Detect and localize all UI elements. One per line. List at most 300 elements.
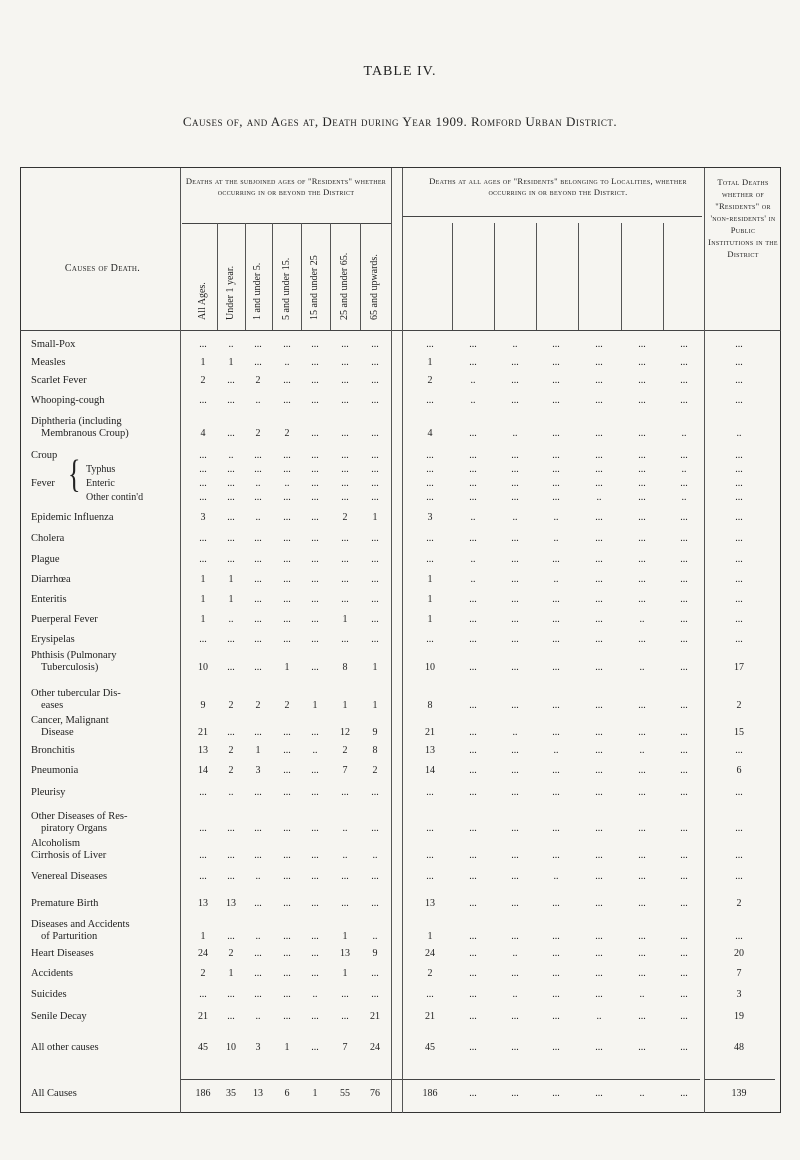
- row-label-line: of Parturition: [41, 931, 98, 942]
- row-label-line: Suicides: [31, 989, 67, 1000]
- row-label: [31, 787, 65, 799]
- table-cell: 21: [425, 1011, 435, 1022]
- row-label: [86, 492, 143, 504]
- table-cell: ...: [227, 871, 235, 882]
- table-cell: 35: [226, 1088, 236, 1099]
- column-divider: [245, 223, 246, 330]
- table-cell: ...: [311, 375, 319, 386]
- row-label: [31, 1042, 99, 1054]
- table-cell: ...: [341, 428, 349, 439]
- column-divider: [301, 223, 302, 330]
- table-cell: ...: [680, 1042, 688, 1053]
- table-cell: ...: [680, 871, 688, 882]
- table-cell: ...: [199, 533, 207, 544]
- table-cell: ...: [311, 533, 319, 544]
- table-cell: ..: [681, 428, 687, 439]
- row-label-line: eases: [41, 700, 64, 711]
- table-cell: ...: [341, 787, 349, 798]
- table-cell: ...: [511, 533, 519, 544]
- table-cell: ...: [680, 989, 688, 1000]
- row-label-line: Plague: [31, 554, 60, 565]
- row-label-line: Diarrhœa: [31, 574, 71, 585]
- table-cell: ...: [311, 1011, 319, 1022]
- table-cell: ...: [283, 450, 291, 461]
- table-cell: ...: [680, 533, 688, 544]
- row-label-line: Enteritis: [31, 594, 67, 605]
- table-cell: ...: [426, 339, 434, 350]
- table-cell: ...: [283, 850, 291, 861]
- table-cell: 3: [200, 512, 206, 523]
- table-cell: ...: [254, 968, 262, 979]
- table-cell: ...: [283, 594, 291, 605]
- table-cell: ...: [638, 700, 646, 711]
- table-cell: 1: [284, 1042, 290, 1053]
- table-cell: ...: [283, 898, 291, 909]
- table-cell: ...: [735, 745, 743, 756]
- header-total: Total Deaths whether of "Residents" or 'non-residents' in Public Institutions in the District: [708, 177, 778, 259]
- table-cell: ...: [511, 931, 519, 942]
- table-cell: ...: [511, 614, 519, 625]
- table-cell: 3: [255, 765, 261, 776]
- row-label-line: Venereal Diseases: [31, 871, 108, 882]
- table-cell: ...: [595, 395, 603, 406]
- table-cell: ...: [638, 1011, 646, 1022]
- row-label: [31, 688, 121, 712]
- row-label-line: Phthisis (Pulmonary: [31, 650, 117, 661]
- table-cell: ...: [511, 898, 519, 909]
- column-divider: [360, 223, 361, 330]
- table-cell: ...: [511, 662, 519, 673]
- table-cell: ...: [735, 512, 743, 523]
- table-cell: ...: [227, 823, 235, 834]
- table-cell: ...: [371, 594, 379, 605]
- table-cell: 10: [226, 1042, 236, 1053]
- table-cell: ...: [199, 464, 207, 475]
- row-label-line: All Causes: [31, 1088, 77, 1099]
- row-label-line: Pleurisy: [31, 787, 66, 798]
- row-label: [31, 339, 75, 351]
- row-label-line: Scarlet Fever: [31, 375, 87, 386]
- table-cell: ...: [283, 727, 291, 738]
- table-cell: ...: [735, 931, 743, 942]
- table-cell: ...: [511, 1042, 519, 1053]
- table-cell: ...: [680, 850, 688, 861]
- table-cell: ...: [735, 375, 743, 386]
- table-cell: ...: [680, 787, 688, 798]
- table-cell: 1: [342, 968, 348, 979]
- table-cell: ...: [735, 574, 743, 585]
- row-label: [31, 838, 106, 862]
- table-cell: 1: [342, 931, 348, 942]
- column-divider: [402, 168, 403, 1113]
- row-label-line: Premature Birth: [31, 898, 99, 909]
- table-cell: 1: [200, 574, 206, 585]
- table-cell: ..: [512, 428, 518, 439]
- column-divider: [536, 223, 537, 330]
- table-cell: ..: [470, 395, 476, 406]
- table-cell: ..: [553, 871, 559, 882]
- table-cell: ...: [311, 765, 319, 776]
- table-cell: ...: [371, 478, 379, 489]
- row-label-line: Membranous Croup): [41, 428, 129, 439]
- table-cell: ...: [469, 727, 477, 738]
- table-cell: ..: [639, 614, 645, 625]
- table-cell: ...: [469, 745, 477, 756]
- row-label: [31, 614, 98, 626]
- table-cell: ..: [228, 450, 234, 461]
- table-cell: ..: [470, 554, 476, 565]
- table-cell: ...: [680, 765, 688, 776]
- column-divider: [180, 168, 181, 1113]
- table-cell: ...: [469, 533, 477, 544]
- table-cell: ...: [511, 700, 519, 711]
- table-cell: ...: [283, 931, 291, 942]
- table-cell: ...: [371, 871, 379, 882]
- table-cell: ...: [680, 512, 688, 523]
- table-cell: ...: [426, 634, 434, 645]
- table-cell: 2: [284, 428, 290, 439]
- table-cell: 1: [312, 700, 318, 711]
- table-cell: 1: [200, 357, 206, 368]
- row-label-line: Diphtheria (including: [31, 416, 122, 427]
- fever-group-label: Fever: [31, 478, 55, 489]
- table-cell: 8: [372, 745, 378, 756]
- table-cell: ...: [511, 968, 519, 979]
- table-cell: ...: [638, 492, 646, 503]
- table-cell: ...: [426, 450, 434, 461]
- age-header-4: 15 and under 25: [309, 255, 320, 320]
- table-cell: ..: [284, 357, 290, 368]
- table-cell: ..: [512, 339, 518, 350]
- table-cell: ...: [680, 1088, 688, 1099]
- table-cell: ...: [595, 968, 603, 979]
- table-cell: ...: [254, 464, 262, 475]
- table-cell: ...: [371, 614, 379, 625]
- table-cell: ...: [341, 1011, 349, 1022]
- table-cell: ...: [595, 765, 603, 776]
- table-cell: 2: [255, 428, 261, 439]
- table-cell: ...: [371, 339, 379, 350]
- table-cell: 2: [372, 765, 378, 776]
- table-cell: 6: [284, 1088, 290, 1099]
- row-label: [31, 533, 64, 545]
- table-cell: 20: [734, 948, 744, 959]
- table-cell: ...: [680, 634, 688, 645]
- table-cell: ...: [552, 375, 560, 386]
- table-cell: ..: [470, 375, 476, 386]
- row-label-line: Alcoholism: [31, 838, 80, 849]
- age-header-2: 1 and under 5.: [252, 262, 263, 320]
- table-cell: ...: [199, 554, 207, 565]
- table-cell: ..: [553, 574, 559, 585]
- table-frame: [20, 167, 781, 1113]
- row-label-line: Measles: [31, 357, 66, 368]
- table-cell: 10: [198, 662, 208, 673]
- table-cell: 14: [198, 765, 208, 776]
- table-cell: ...: [469, 787, 477, 798]
- table-cell: ...: [254, 450, 262, 461]
- table-cell: 1: [200, 594, 206, 605]
- table-cell: 13: [425, 745, 435, 756]
- table-cell: ...: [254, 614, 262, 625]
- table-cell: ...: [680, 727, 688, 738]
- table-cell: ...: [511, 395, 519, 406]
- table-cell: ...: [638, 634, 646, 645]
- table-cell: ..: [639, 662, 645, 673]
- column-divider: [704, 168, 705, 1113]
- table-cell: ...: [469, 850, 477, 861]
- table-cell: ...: [469, 634, 477, 645]
- table-cell: ...: [511, 375, 519, 386]
- table-cell: 24: [370, 1042, 380, 1053]
- total-rule: [705, 1079, 775, 1080]
- row-label: [31, 765, 78, 777]
- table-cell: ...: [311, 428, 319, 439]
- table-cell: ...: [311, 574, 319, 585]
- table-cell: ...: [735, 823, 743, 834]
- table-cell: ...: [638, 428, 646, 439]
- table-cell: ...: [638, 850, 646, 861]
- table-cell: 1: [312, 1088, 318, 1099]
- table-cell: ...: [371, 634, 379, 645]
- table-cell: 186: [422, 1088, 438, 1099]
- table-cell: ...: [371, 375, 379, 386]
- table-cell: ...: [595, 823, 603, 834]
- table-cell: ...: [227, 533, 235, 544]
- table-cell: ...: [311, 948, 319, 959]
- table-cell: ...: [595, 339, 603, 350]
- table-cell: ...: [552, 395, 560, 406]
- table-cell: 2: [342, 512, 348, 523]
- table-cell: 24: [425, 948, 435, 959]
- table-cell: ...: [283, 464, 291, 475]
- table-cell: ...: [254, 357, 262, 368]
- table-cell: ...: [283, 492, 291, 503]
- table-cell: ...: [735, 850, 743, 861]
- table-cell: ...: [552, 727, 560, 738]
- table-cell: ..: [736, 428, 742, 439]
- table-cell: ...: [341, 594, 349, 605]
- table-cell: ...: [311, 395, 319, 406]
- table-cell: 9: [372, 727, 378, 738]
- table-cell: ...: [595, 898, 603, 909]
- table-cell: ...: [469, 464, 477, 475]
- table-cell: ...: [638, 450, 646, 461]
- table-cell: ...: [680, 395, 688, 406]
- table-cell: ...: [469, 700, 477, 711]
- table-cell: ...: [552, 989, 560, 1000]
- row-label-line: Erysipelas: [31, 634, 75, 645]
- row-label-line: Diseases and Accidents: [31, 919, 130, 930]
- table-cell: ...: [283, 745, 291, 756]
- table-cell: 13: [253, 1088, 263, 1099]
- table-cell: ...: [283, 787, 291, 798]
- table-cell: ...: [371, 968, 379, 979]
- table-cell: ...: [371, 787, 379, 798]
- table-cell: 2: [255, 375, 261, 386]
- table-cell: ...: [283, 512, 291, 523]
- table-cell: ...: [638, 574, 646, 585]
- header-group1: Deaths at the subjoined ages of "Residents" whether occurring in or beyond the District: [185, 176, 387, 197]
- table-cell: ...: [595, 594, 603, 605]
- table-cell: 1: [427, 574, 433, 585]
- table-cell: ...: [227, 428, 235, 439]
- table-cell: 14: [425, 765, 435, 776]
- table-cell: ...: [311, 898, 319, 909]
- table-cell: ...: [511, 492, 519, 503]
- table-cell: 1: [342, 700, 348, 711]
- table-cell: ...: [311, 850, 319, 861]
- table-cell: ...: [311, 787, 319, 798]
- table-cell: 21: [425, 727, 435, 738]
- row-label-line: Cholera: [31, 533, 65, 544]
- table-cell: ...: [511, 594, 519, 605]
- table-cell: ..: [312, 745, 318, 756]
- table-cell: 1: [200, 614, 206, 625]
- table-cell: ...: [254, 823, 262, 834]
- table-cell: ...: [595, 989, 603, 1000]
- table-cell: ...: [199, 850, 207, 861]
- table-cell: ...: [511, 554, 519, 565]
- table-cell: ...: [595, 662, 603, 673]
- table-cell: ...: [595, 464, 603, 475]
- table-cell: ...: [552, 662, 560, 673]
- table-cell: 1: [427, 357, 433, 368]
- table-cell: 13: [340, 948, 350, 959]
- table-cell: 13: [198, 745, 208, 756]
- table-cell: ...: [254, 850, 262, 861]
- table-cell: ...: [552, 634, 560, 645]
- table-cell: ...: [552, 700, 560, 711]
- table-cell: ...: [638, 765, 646, 776]
- table-cell: 45: [425, 1042, 435, 1053]
- table-cell: ...: [227, 931, 235, 942]
- table-cell: ...: [595, 727, 603, 738]
- row-label-line: Other tubercular Dis-: [31, 688, 121, 699]
- table-cell: ...: [680, 662, 688, 673]
- table-cell: ...: [426, 823, 434, 834]
- column-divider: [494, 223, 495, 330]
- table-cell: ...: [680, 478, 688, 489]
- table-cell: ...: [511, 1088, 519, 1099]
- table-cell: ...: [254, 727, 262, 738]
- table-cell: ...: [283, 948, 291, 959]
- table-cell: ...: [371, 492, 379, 503]
- table-cell: 3: [427, 512, 433, 523]
- table-cell: ...: [680, 931, 688, 942]
- table-cell: ...: [283, 823, 291, 834]
- table-cell: ...: [552, 931, 560, 942]
- table-cell: ...: [552, 968, 560, 979]
- table-cell: ...: [371, 464, 379, 475]
- table-cell: ...: [283, 989, 291, 1000]
- table-cell: ...: [426, 478, 434, 489]
- table-cell: ...: [254, 898, 262, 909]
- table-cell: ..: [512, 989, 518, 1000]
- table-cell: ...: [595, 574, 603, 585]
- table-cell: ...: [638, 823, 646, 834]
- table-cell: ...: [552, 1042, 560, 1053]
- table-cell: ...: [638, 533, 646, 544]
- table-cell: ...: [469, 989, 477, 1000]
- table-cell: ..: [255, 871, 261, 882]
- row-label: [31, 357, 65, 369]
- table-cell: ...: [311, 339, 319, 350]
- table-cell: ...: [254, 787, 262, 798]
- table-title: TABLE IV.: [363, 64, 437, 79]
- table-cell: ...: [552, 428, 560, 439]
- table-cell: ...: [638, 478, 646, 489]
- table-cell: ...: [311, 464, 319, 475]
- table-cell: 139: [731, 1088, 747, 1099]
- table-cell: 1: [228, 574, 234, 585]
- table-cell: ...: [595, 478, 603, 489]
- table-cell: ...: [283, 614, 291, 625]
- table-cell: ...: [283, 871, 291, 882]
- row-label: [31, 650, 116, 674]
- table-cell: ...: [735, 450, 743, 461]
- row-label: [31, 1088, 77, 1100]
- table-cell: 1: [228, 968, 234, 979]
- table-cell: ...: [426, 395, 434, 406]
- table-cell: ...: [426, 492, 434, 503]
- table-cell: ...: [254, 574, 262, 585]
- table-cell: ...: [469, 357, 477, 368]
- table-cell: 2: [427, 968, 433, 979]
- row-label: [31, 594, 67, 606]
- table-cell: ...: [735, 533, 743, 544]
- table-cell: ...: [552, 787, 560, 798]
- table-cell: ...: [638, 931, 646, 942]
- table-cell: ...: [680, 574, 688, 585]
- row-label-line: Epidemic Influenza: [31, 512, 114, 523]
- table-cell: 45: [198, 1042, 208, 1053]
- table-cell: 1: [228, 357, 234, 368]
- table-cell: 7: [342, 765, 348, 776]
- row-label: [31, 554, 60, 566]
- table-cell: ...: [341, 533, 349, 544]
- table-cell: ..: [255, 931, 261, 942]
- table-cell: ...: [311, 554, 319, 565]
- row-label-line: Tuberculosis): [41, 662, 99, 673]
- table-cell: ...: [511, 450, 519, 461]
- table-cell: ...: [199, 787, 207, 798]
- table-cell: ..: [284, 478, 290, 489]
- table-cell: ..: [342, 823, 348, 834]
- table-cell: ...: [341, 634, 349, 645]
- table-cell: ...: [595, 428, 603, 439]
- table-cell: ..: [255, 395, 261, 406]
- table-cell: 76: [370, 1088, 380, 1099]
- row-label: [86, 478, 115, 490]
- total-rule: [180, 1079, 700, 1080]
- table-cell: ...: [371, 450, 379, 461]
- table-cell: ...: [254, 948, 262, 959]
- table-cell: ...: [595, 700, 603, 711]
- table-cell: ...: [511, 634, 519, 645]
- table-cell: 7: [736, 968, 742, 979]
- table-cell: ...: [227, 662, 235, 673]
- age-header-0: All Ages.: [197, 282, 208, 320]
- table-cell: ...: [680, 339, 688, 350]
- table-cell: ...: [311, 871, 319, 882]
- table-cell: ...: [254, 554, 262, 565]
- row-label-line: All other causes: [31, 1042, 99, 1053]
- table-cell: ...: [199, 634, 207, 645]
- table-cell: ...: [595, 745, 603, 756]
- table-cell: ...: [254, 339, 262, 350]
- row-label: [31, 871, 107, 883]
